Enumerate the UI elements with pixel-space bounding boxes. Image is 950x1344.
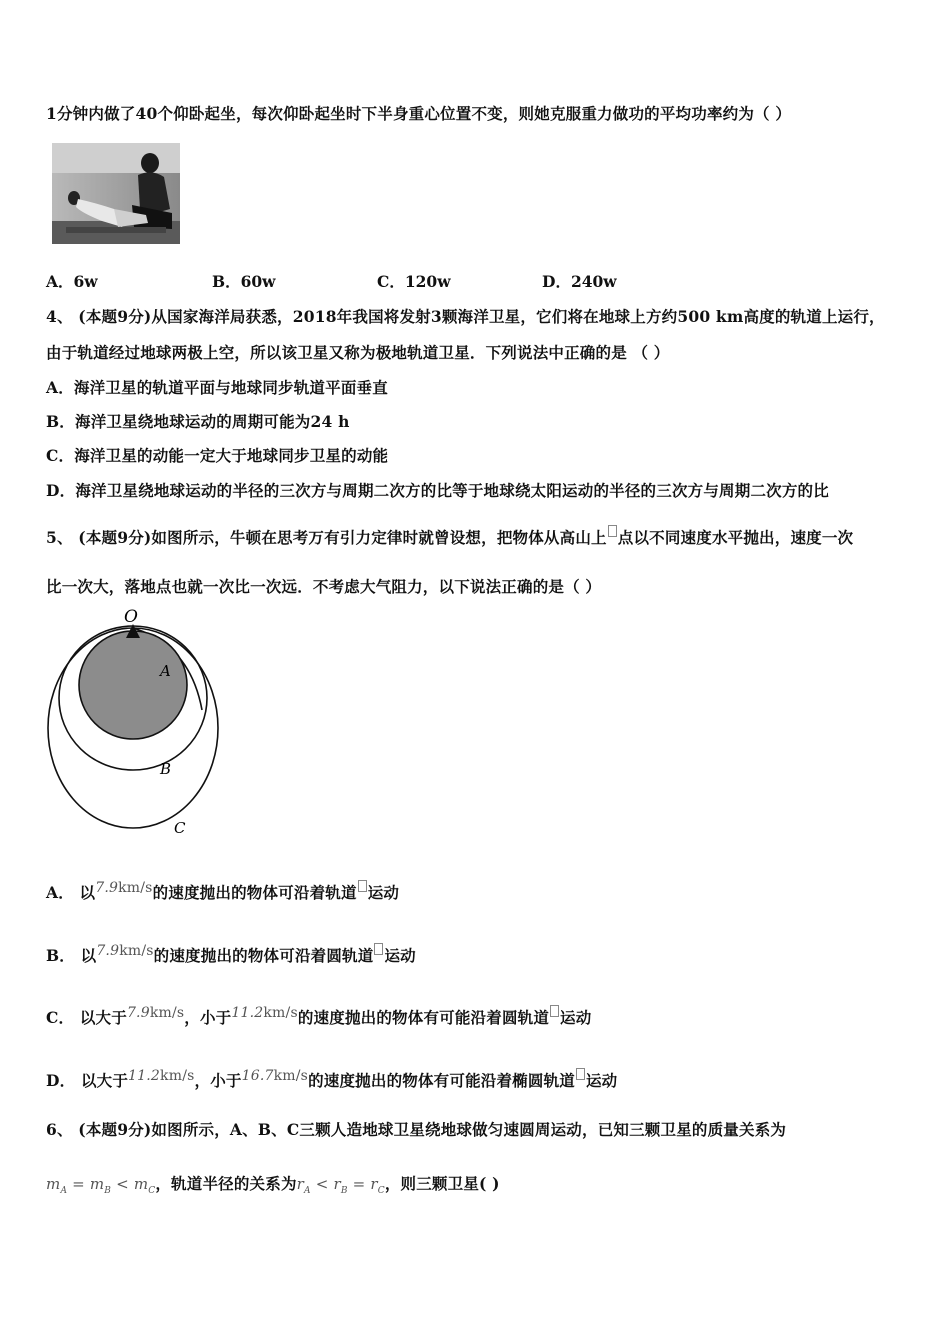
q5-line1: 5、 (本题9分)如图所示，牛顿在思考万有引力定律时就曾设想，把物体从高山上 点以不同速度水平抛出，速度一次 [46,525,853,548]
q4-option-b: B．海洋卫星绕地球运动的周期可能为24 h [46,412,350,431]
label-c: C [174,819,186,837]
q6-line1: 6、 (本题9分)如图所示，A、B、C三颗人造地球卫星绕地球做匀速圆周运动，已知三颗卫星的质量关系为 [46,1120,787,1139]
missing-glyph-box [576,1068,585,1080]
mass-relation: $m_A = m_B < m_C$ [46,1175,156,1196]
label-a: A [160,662,171,680]
label-b: B [160,760,172,778]
q4-option-c: C．海洋卫星的动能一定大于地球同步卫星的动能 [46,446,389,465]
q5-option-d: D． 以大于11.2km/s，小于16.7km/s的速度抛出的物体有可能沿着椭圆轨道 运动 [46,1068,618,1090]
missing-glyph-box [608,525,617,537]
orbit-figure [40,600,240,840]
q6-line2: $m_A = m_B < m_C$，轨道半径的关系为$r_A < r_B = r_C$，则三颗卫星( ) [46,1174,500,1196]
q5-option-c: C． 以大于7.9km/s，小于11.2km/s的速度抛出的物体有可能沿着圆轨道 运动 [46,1005,592,1027]
q3-option-c: C．120w [377,272,451,291]
q3-option-a: A．6w [46,272,98,291]
q4-option-a: A．海洋卫星的轨道平面与地球同步轨道平面垂直 [46,378,388,397]
missing-glyph-box [374,943,383,955]
label-o: O [124,607,138,627]
missing-glyph-box [358,880,367,892]
q5-option-a: A． 以7.9km/s的速度抛出的物体可沿着轨道 运动 [46,880,400,902]
q3-stem: 1分钟内做了40个仰卧起坐，每次仰卧起坐时下半身重心位置不变，则她克服重力做功的平均功率约为（ ） [46,104,792,123]
situp-photo [52,143,180,244]
q4-line1: 4、 (本题9分)从国家海洋局获悉，2018年我国将发射3颗海洋卫星，它们将在地球上方约500 km高度的轨道上运行， [46,307,885,326]
missing-glyph-box [550,1005,559,1017]
q4-option-d: D．海洋卫星绕地球运动的半径的三次方与周期二次方的比等于地球绕太阳运动的半径的三次方与周期二次方的比 [46,481,829,500]
radius-relation: $r_A < r_B = r_C$ [296,1175,385,1196]
q5-line2: 比一次大，落地点也就一次比一次远．不考虑大气阻力，以下说法正确的是（ ） [46,577,602,596]
q3-option-b: B．60w [212,272,276,291]
q5-option-b: B． 以7.9km/s的速度抛出的物体可沿着圆轨道 运动 [46,943,416,965]
q4-line2: 由于轨道经过地球两极上空，所以该卫星又称为极地轨道卫星．下列说法中正确的是 （ ） [46,343,670,362]
q3-option-d: D．240w [542,272,617,291]
